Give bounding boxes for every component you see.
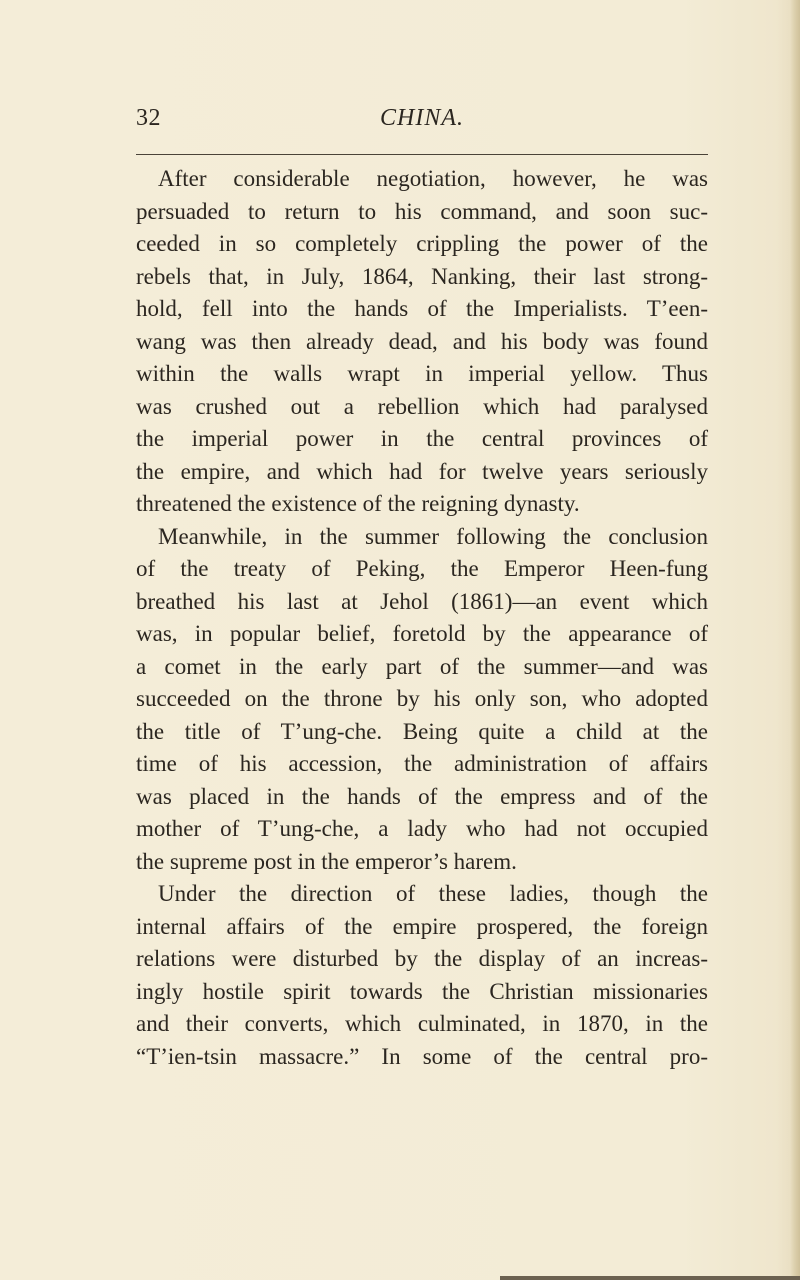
text-line: persuaded to return to his command, and soon suc-: [136, 198, 708, 224]
text-line: succeeded on the throne by his only son, who adopted: [136, 686, 708, 711]
page-number: 32: [136, 105, 161, 131]
text-line: wang was then already dead, and his body was found: [136, 328, 708, 354]
text-line: was, in popular belief, foretold by the appearance of: [136, 621, 708, 646]
page-bottom-edge: [500, 1276, 800, 1280]
text-line: was placed in the hands of the empress and of the: [136, 783, 708, 809]
text-line: ceeded in so completely crippling the power of the: [136, 231, 708, 256]
text-line: ingly hostile spirit towards the Christian missionaries: [136, 978, 708, 1004]
running-header: [136, 103, 708, 137]
text-line: Under the direction of these ladies, though the: [158, 881, 708, 906]
page-edge-shadow: [790, 0, 800, 1280]
text-line: a comet in the early part of the summer—and was: [136, 653, 708, 679]
text-line: within the walls wrapt in imperial yellow. Thus: [136, 361, 708, 386]
text-line: rebels that, in July, 1864, Nanking, their last strong-: [136, 263, 708, 289]
text-line: of the treaty of Peking, the Emperor Heen-fung: [136, 556, 708, 581]
text-line: internal affairs of the empire prospered, the foreign: [136, 913, 708, 939]
running-title: CHINA.: [380, 105, 464, 131]
text-line: and their converts, which culminated, in 1870, in the: [136, 1011, 708, 1036]
text-line: was crushed out a rebellion which had paralysed: [136, 393, 708, 419]
text-line: the title of T’ung-che. Being quite a child at the: [136, 718, 708, 744]
text-line: After considerable negotiation, however, he was: [158, 166, 708, 191]
text-line: time of his accession, the administration of affairs: [136, 751, 708, 776]
text-line: Meanwhile, in the summer following the conclusion: [158, 523, 708, 549]
text-line: the supreme post in the emperor’s harem.: [136, 848, 517, 874]
text-line: relations were disturbed by the display of an increas-: [136, 946, 708, 971]
text-line: threatened the existence of the reigning dynasty.: [136, 491, 580, 516]
text-line: “T’ien-tsin massacre.” In some of the central pro-: [136, 1043, 708, 1069]
text-line: mother of T’ung-che, a lady who had not occupied: [136, 816, 708, 841]
text-line: the empire, and which had for twelve years seriously: [136, 458, 708, 484]
text-line: the imperial power in the central provinces of: [136, 426, 708, 451]
text-line: hold, fell into the hands of the Imperialists. T’een-: [136, 296, 708, 321]
header-rule: [136, 154, 708, 155]
body-text: [136, 163, 708, 1073]
text-line: breathed his last at Jehol (1861)—an event which: [136, 588, 708, 614]
